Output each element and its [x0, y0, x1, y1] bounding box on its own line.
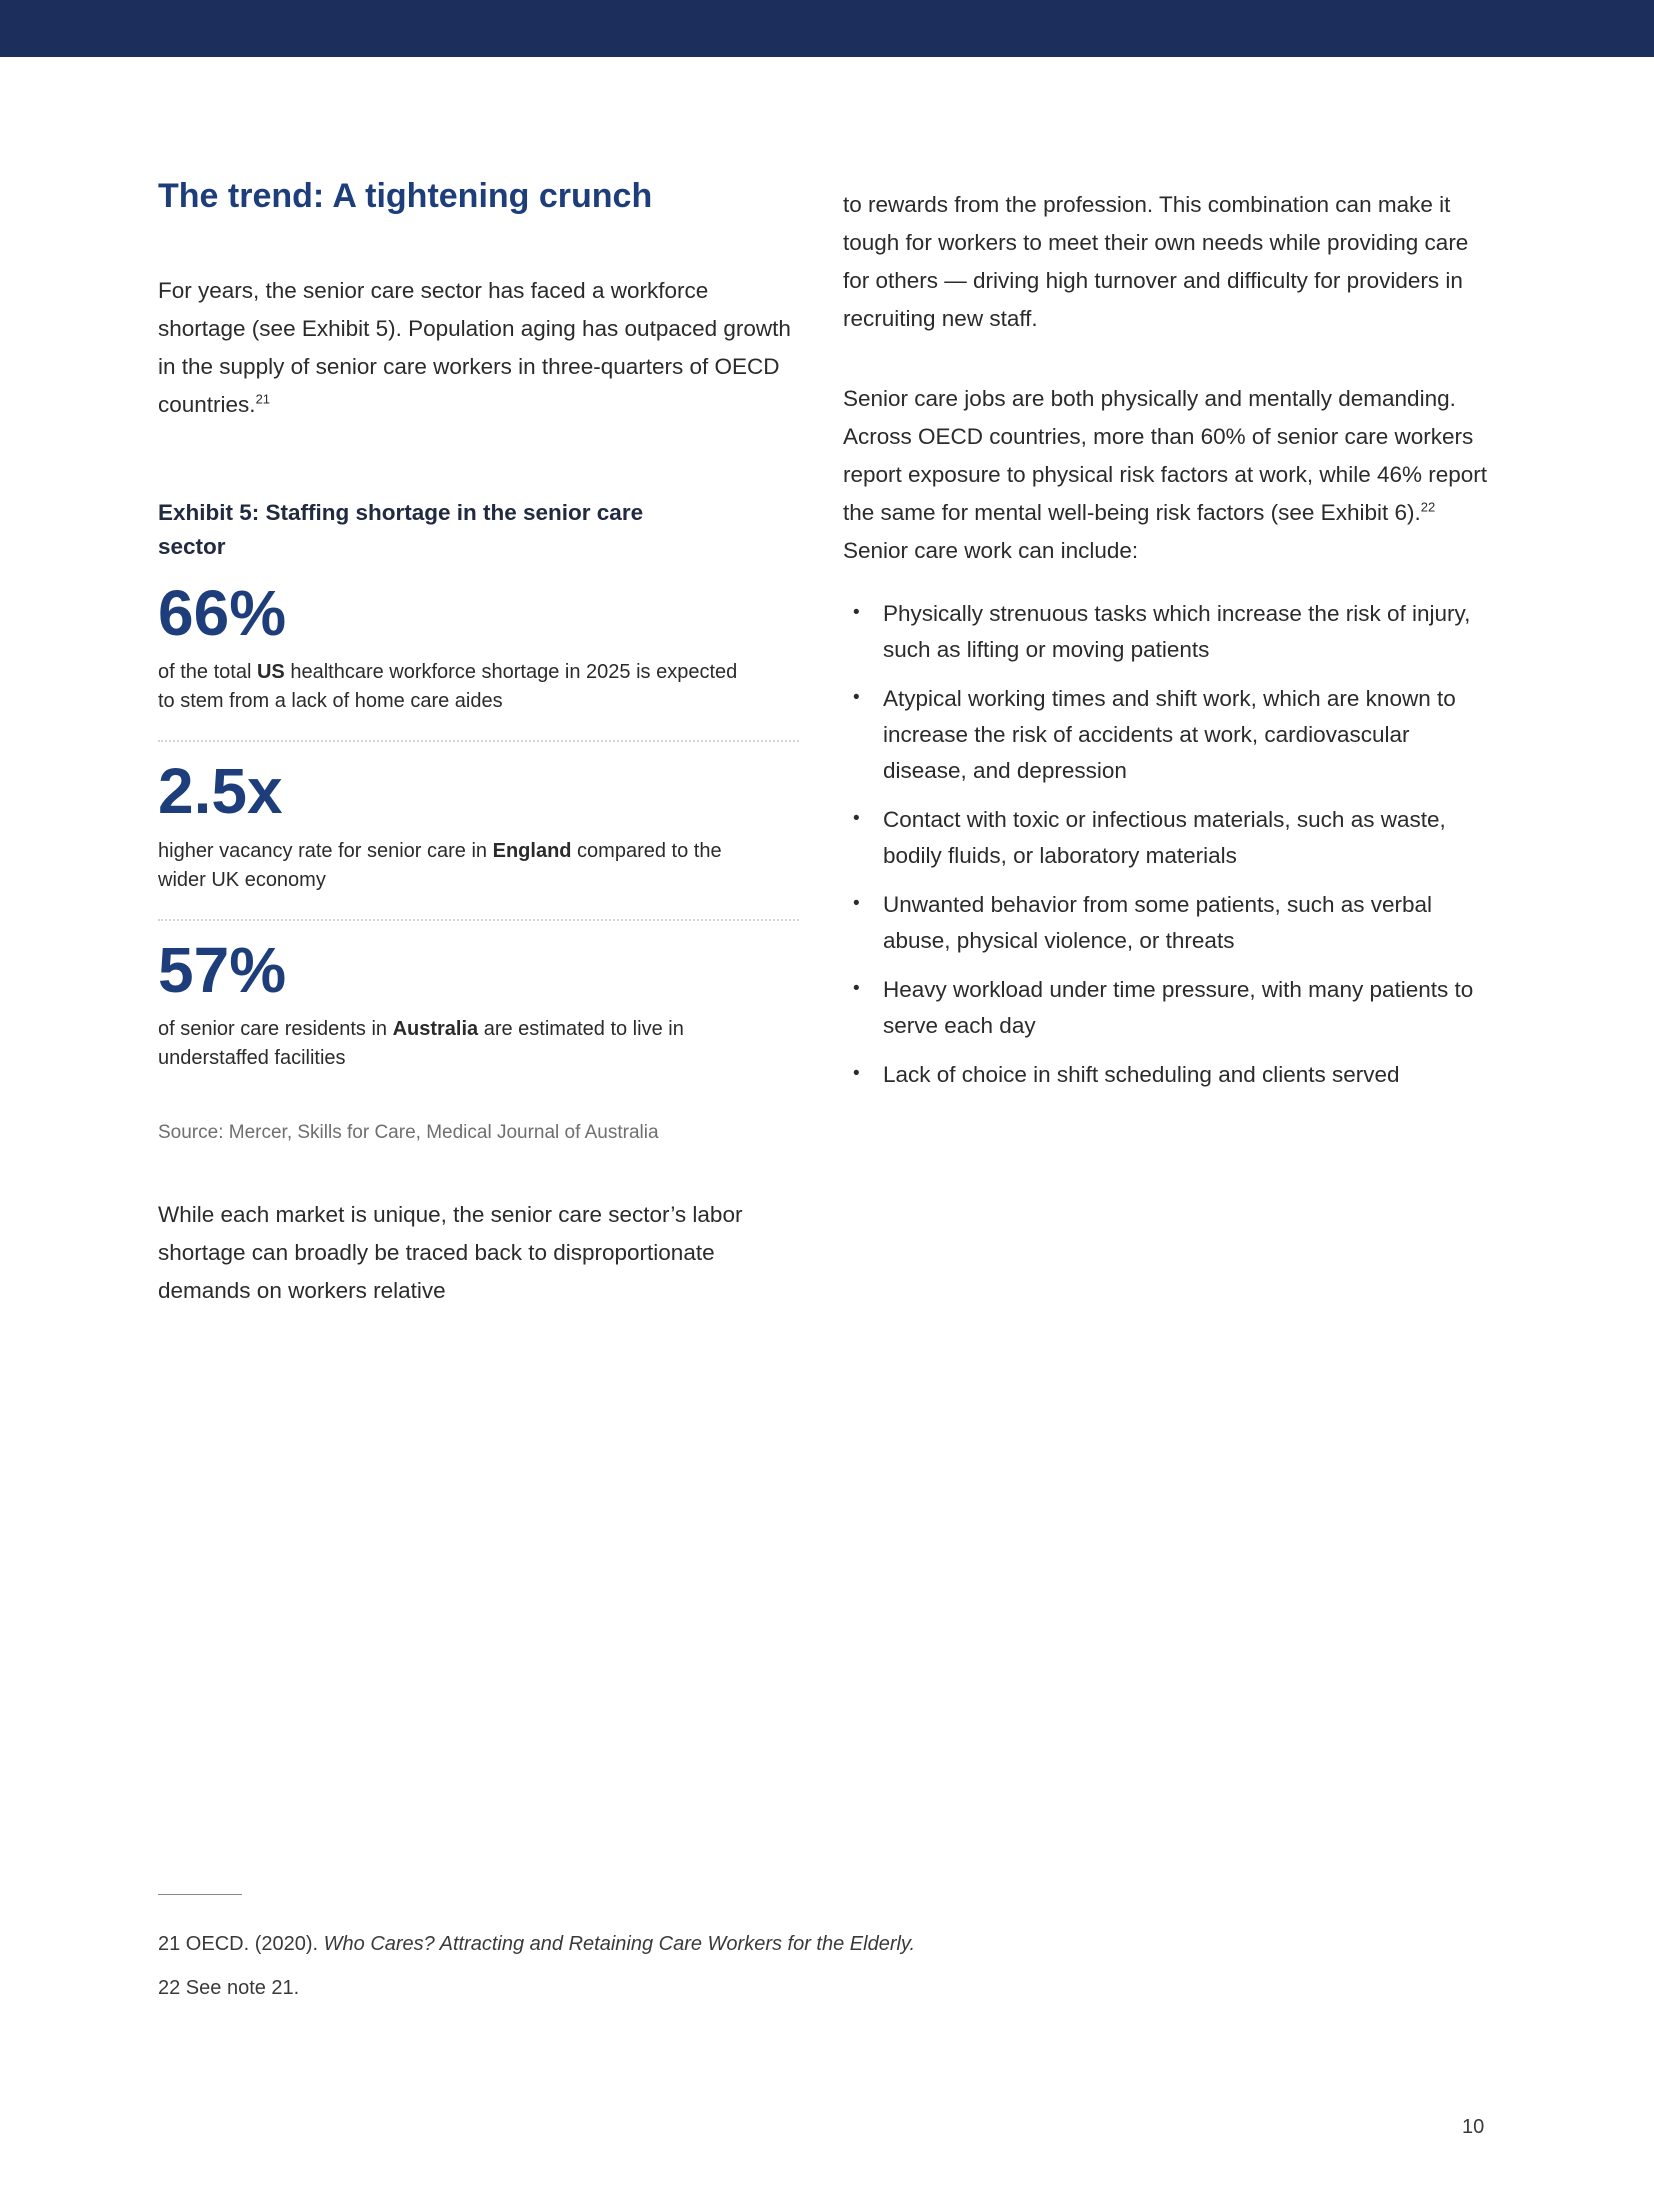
bullet-list — [843, 596, 1492, 1093]
bullet-text-4: Unwanted behavior from some patients, such as verbal abuse, physical violence, or threats — [883, 892, 1433, 953]
footnote-21-title: Who Cares? Attracting and Retaining Care Workers for the Elderly. — [323, 1933, 915, 1955]
footnote-ref-21: 21 — [255, 391, 271, 407]
left-column — [158, 176, 799, 1310]
footnote-22-number: 22 — [158, 1977, 181, 1999]
stat-caption-1 — [158, 658, 758, 716]
page-content — [158, 176, 1492, 1310]
bullet-marker-icon: • — [853, 978, 860, 999]
stat-caption-3-pre: of senior care residents in — [158, 1017, 393, 1040]
page-number: 10 — [1462, 2116, 1485, 2138]
stat-caption-2-pre: higher vacancy rate for senior care in — [158, 839, 493, 862]
stat-value-1: 66% — [158, 576, 287, 649]
stat-caption-2-bold: England — [492, 839, 572, 862]
footnote-21-number: 21 — [158, 1933, 181, 1955]
bullet-marker-icon: • — [853, 893, 860, 914]
dotted-divider-1 — [158, 740, 799, 742]
footnotes-block — [158, 1894, 915, 2017]
stat-caption-2 — [158, 837, 758, 895]
dotted-divider-2 — [158, 919, 799, 921]
bullet-item-1 — [843, 596, 1492, 668]
exhibit-title: Exhibit 5: Staffing shortage in the senior care sector — [158, 499, 644, 559]
bullet-item-2 — [843, 681, 1492, 789]
bullet-item-6 — [843, 1057, 1492, 1093]
intro-paragraph — [158, 272, 799, 424]
footnote-22 — [158, 1973, 915, 2003]
continuation-paragraph: to rewards from the profession. This combination can make it tough for workers to meet their own needs while providing care for others — driving high turnover and difficulty for providers in recruiting new staff. — [843, 192, 1469, 331]
footnote-22-text: See note 21. — [180, 1977, 300, 1999]
intro-text: For years, the senior care sector has faced a workforce shortage (see Exhibit 5). Population aging has outpaced growth in the supply of senior care workers in three-quarters of OECD countries. — [158, 277, 791, 417]
stat-block-1 — [158, 578, 799, 716]
stat-caption-1-bold: US — [256, 661, 285, 684]
right-column — [843, 176, 1492, 1310]
footnote-rule — [158, 1894, 242, 1895]
bullet-marker-icon: • — [853, 1063, 860, 1084]
bullet-marker-icon: • — [853, 687, 860, 708]
bullet-text-6: Lack of choice in shift scheduling and clients served — [883, 1062, 1400, 1087]
bullet-text-3: Contact with toxic or infectious materials, such as waste, bodily fluids, or laboratory materials — [883, 807, 1446, 868]
stat-caption-3 — [158, 1015, 758, 1073]
section-heading: The trend: A tightening crunch — [158, 177, 653, 215]
bullet-item-4 — [843, 887, 1492, 959]
bullet-text-5: Heavy workload under time pressure, with many patients to serve each day — [883, 977, 1474, 1038]
footnote-21-text: OECD. (2020). — [180, 1933, 324, 1955]
closing-paragraph: While each market is unique, the senior care sector’s labor shortage can broadly be traced back to disproportionate demands on workers relative — [158, 1201, 743, 1303]
demands-paragraph — [843, 380, 1492, 570]
bullet-text-2: Atypical working times and shift work, which are known to increase the risk of accidents at work, cardiovascular disease, and depression — [883, 686, 1456, 783]
footnote-21 — [158, 1929, 915, 1959]
stat-caption-3-bold: Australia — [392, 1017, 479, 1040]
stat-value-3: 57% — [158, 933, 287, 1006]
bullet-marker-icon: • — [853, 602, 860, 623]
stat-value-2: 2.5x — [158, 755, 283, 828]
stat-caption-2-post: compared to the wider UK economy — [158, 839, 722, 891]
demands-text: Senior care jobs are both physically and mentally demanding. Across OECD countries, more than 60% of senior care workers report exposure to physical risk factors at work, while 46% report the same for mental well-being risk factors (see Exhibit 6). — [843, 386, 1488, 525]
bullet-marker-icon: • — [853, 808, 860, 829]
stat-block-3 — [158, 935, 799, 1073]
stat-caption-3-post: are estimated to live in understaffed facilities — [158, 1017, 684, 1069]
source-line: Source: Mercer, Skills for Care, Medical Journal of Australia — [158, 1121, 659, 1143]
stat-caption-1-post: healthcare workforce shortage in 2025 is expected to stem from a lack of home care aides — [158, 661, 738, 713]
footnote-ref-22: 22 — [1420, 499, 1436, 515]
bullet-item-5 — [843, 972, 1492, 1044]
stat-caption-1-pre: of the total — [158, 661, 257, 684]
stat-block-2 — [158, 756, 799, 894]
top-accent-bar — [0, 0, 1654, 57]
bullet-item-3 — [843, 802, 1492, 874]
demands-text-end: Senior care work can include: — [843, 538, 1139, 563]
bullet-text-1: Physically strenuous tasks which increase the risk of injury, such as lifting or moving patients — [883, 601, 1471, 662]
